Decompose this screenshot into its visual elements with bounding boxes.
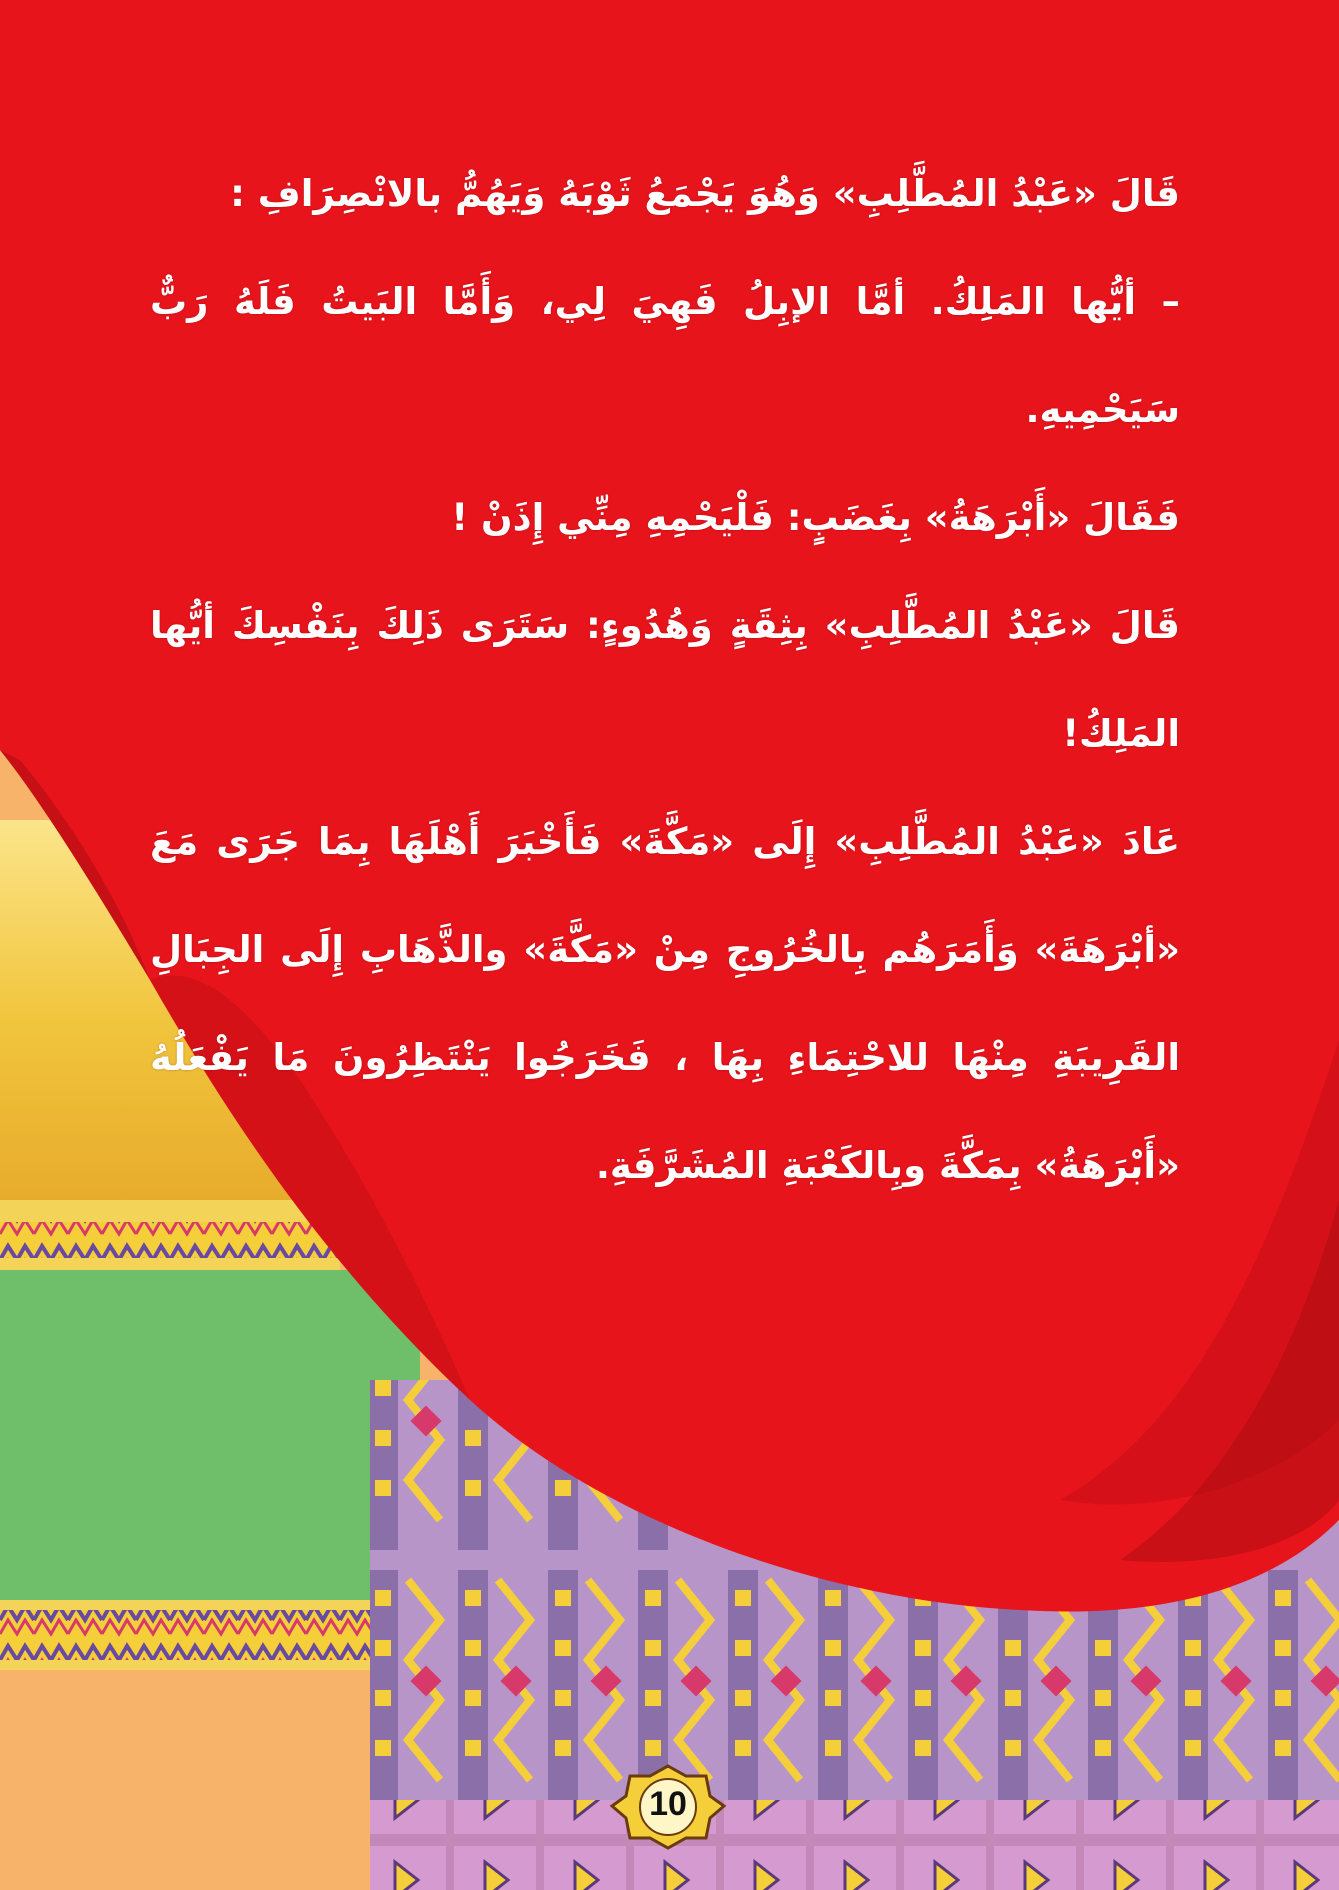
story-paragraph: – أيُّها المَلِكُ. أمَّا الإبِلُ فَهِيَ لِي، وَأَمَّا البَيتُ فَلَهُ رَبٌّ سَيَحْمِيهِ. (150, 280, 1180, 431)
story-paragraph: فَقَالَ «أَبْرَهَةُ» بِغَضَبٍ: فَلْيَحْمِهِ مِنِّي إِذَنْ ! (451, 496, 1180, 539)
story-paragraph: عَادَ «عَبْدُ المُطَّلِبِ» إِلَى «مَكَّةَ» فَأَخْبَرَ أَهْلَهَا بِمَا جَرَى مَعَ «أبْرَهَةَ» وَأَمَرَهُم بِالخُرُوجِ مِنْ «مَكَّةَ» والذَّهَابِ إِلَى الجِبَالِ القَرِيبَةِ مِنْهَا للاحْتِمَاءِ بِهَا ، فَخَرَجُوا يَنْتَظِرُونَ مَا يَفْعَلُهُ «أَبْرَهَةُ» بِمَكَّةَ وبِالكَعْبَةِ المُشَرَّفَةِ. (150, 820, 1180, 1187)
green-wall (0, 1270, 420, 1600)
story-text (150, 140, 1180, 1220)
story-paragraph: قَالَ «عَبْدُ المُطَّلِبِ» وَهُوَ يَجْمَعُ ثَوْبَهُ وَيَهُمُّ بالانْصِرَافِ : (230, 172, 1180, 215)
page-number: 10 (649, 1784, 687, 1823)
story-paragraph: قَالَ «عَبْدُ المُطَّلِبِ» بِثِقَةٍ وَهُدُوءٍ: سَتَرَى ذَلِكَ بِنَفْسِكَ أيُّها المَلِكُ! (150, 604, 1180, 755)
arrow-border (370, 1800, 1339, 1890)
